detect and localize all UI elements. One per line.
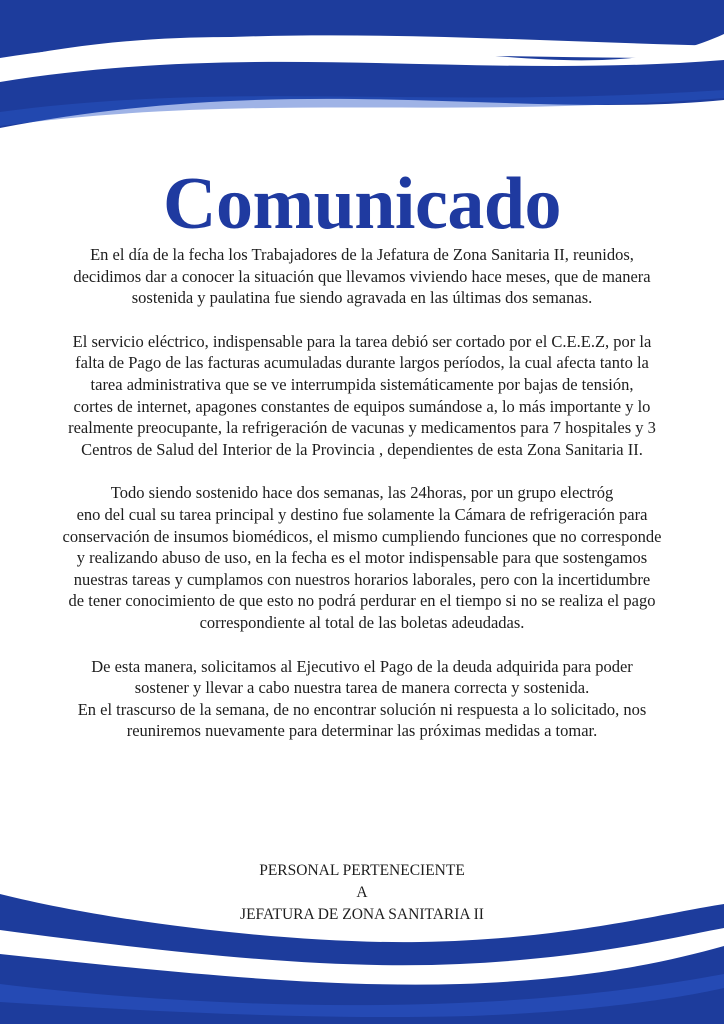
paragraph-electric-service: El servicio eléctrico, indispensable para la tarea debió ser cortado por el C.E.E.Z, por la falta de Pago de las facturas acumuladas durante largos períodos, la cual afecta tanto la tarea administrativa que se ve interrumpida sistemáticamente por bajas de tensión, cortes de internet, apagones constantes de equipos sumándose a, lo más importante y lo realmente preocupante, la refrigeración de vacunas y medicamentos para 7 hospitales y 3 Centros de Salud del Interior de la Provincia , dependientes de esta Zona Sanitaria II. (68, 331, 656, 459)
signature-line-2: A (356, 884, 368, 901)
document-body (0, 244, 724, 742)
paragraph-request: De esta manera, solicitamos al Ejecutivo el Pago de la deuda adquirida para poder sostener y llevar a cabo nuestra tarea de manera correcta y sostenida. En el trascurso de la semana, de no encontrar solución ni respuesta a lo solicitado, nos reuniremos nuevamente para determinar las próximas medidas a tomar. (77, 656, 647, 741)
signature-block (0, 860, 724, 926)
paragraph-intro: En el día de la fecha los Trabajadores de la Jefatura de Zona Sanitaria II, reunidos, decidimos dar a conocer la situación que llevamos viviendo hace meses, que de manera sostenida y paulatina fue siendo agravada en las últimas dos semanas. (73, 245, 651, 308)
top-wave-decoration (0, 0, 724, 140)
signature-line-3: JEFATURA DE ZONA SANITARIA II (240, 906, 484, 923)
signature-line-1: PERSONAL PERTENECIENTE (259, 862, 465, 879)
document-title: Comunicado (163, 162, 561, 245)
paragraph-generator: Todo siendo sostenido hace dos semanas, las 24horas, por un grupo electróg eno del cual su tarea principal y destino fue solamente la Cámara de refrigeración para conservación de insumos biomédicos, el mismo cumpliendo funciones que no corresponde y realizando abuso de uso, en la fecha es el motor indispensable para que sostengamos nuestras tareas y cumplamos con nuestros horarios laborales, pero con la incertidumbre de tener conocimiento de que esto no podrá perdurar en el tiempo si no se realiza el pago correspondiente al total de las boletas adeudadas. (62, 483, 662, 632)
